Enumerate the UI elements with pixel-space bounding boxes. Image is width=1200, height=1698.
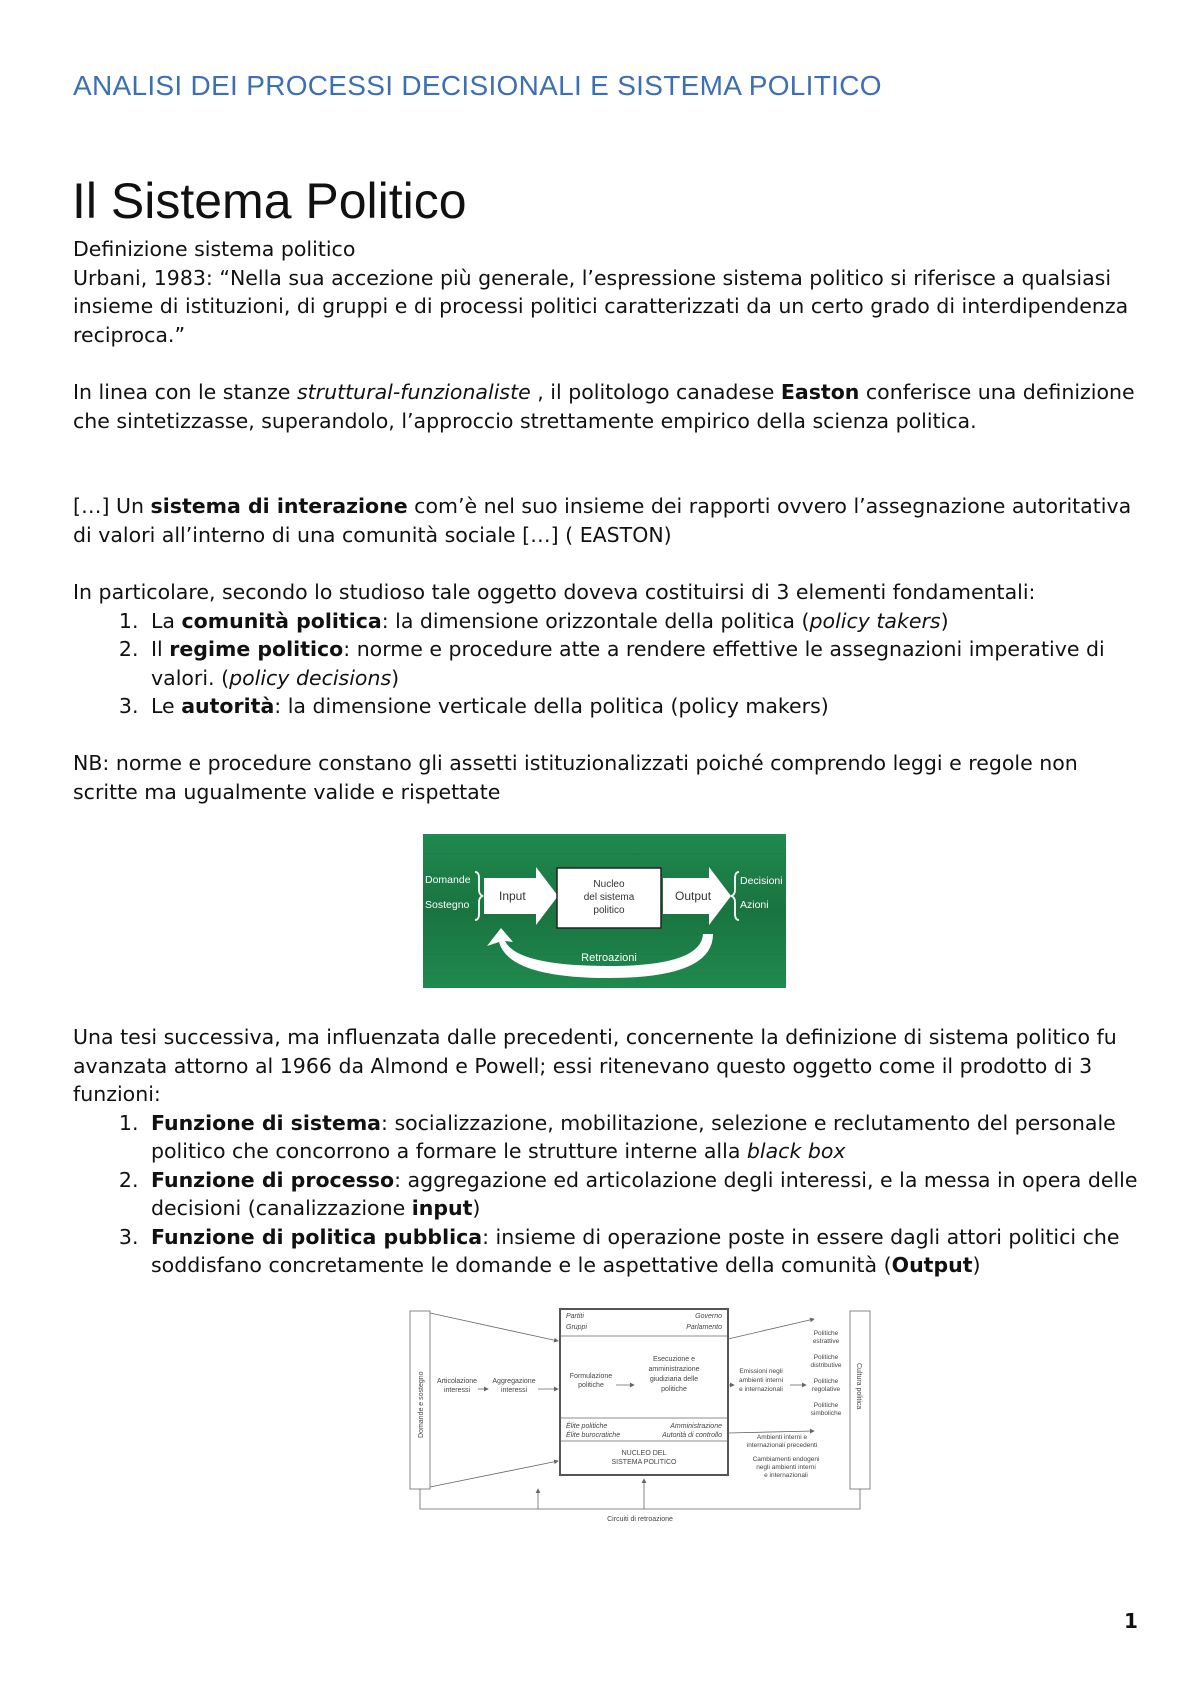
cambiamenti-label-3: e internazionali — [764, 1472, 808, 1479]
right-vertical-label: Cultura politica — [855, 1363, 862, 1410]
almond-functions-list — [73, 1109, 1148, 1280]
circuiti-label: Circuiti di retroazione — [607, 1516, 673, 1523]
page-number: 1 — [1124, 1609, 1138, 1633]
almond-intro: Una tesi successiva, ma influenzata dalle precedenti, concernente la definizione di sistema politico fu avanzata attorno al 1966 da Almond e Powell; essi ritenevano questo oggetto come il prodotto di 3 funzioni: — [73, 1025, 1117, 1106]
cambiamenti-label-2: negli ambienti interni — [756, 1464, 816, 1471]
esecuzione-label-1: Esecuzione e — [652, 1356, 696, 1363]
esecuzione-label-4: politiche — [661, 1386, 687, 1393]
list-item: 2. Il regime politico: norme e procedure atte a rendere effettive le assegnazioni imperative di valori. (policy decisions) — [145, 635, 1148, 692]
left-vertical-label: Domande e sostegno — [418, 1371, 425, 1438]
list-item: 3. Funzione di politica pubblica: insieme di operazione poste in essere dagli attori politici che soddisfano concretamente le domande e le aspettative della comunità (Output) — [145, 1223, 1148, 1280]
output-label: Output — [675, 889, 712, 903]
aggregazione-label-1: Aggregazione — [492, 1378, 536, 1385]
definition-section — [73, 235, 1148, 349]
esecuzione-label-3: giudiziaria delle — [649, 1376, 699, 1383]
azioni-label: Azioni — [740, 899, 769, 911]
list-item: 2. Funzione di processo: aggregazione ed articolazione degli interessi, e la messa in opera delle decisioni (canalizzazione input) — [145, 1166, 1148, 1223]
list-item: 3. Le autorità: la dimensione verticale della politica (policy makers) — [145, 692, 1148, 721]
regolative-label-2: regolative — [811, 1386, 841, 1393]
autorita-label: Autorità di controllo — [662, 1432, 722, 1439]
elite-burocratiche-label: Élite burocratiche — [566, 1432, 621, 1439]
cambiamenti-label-1: Cambiamenti endogeni — [752, 1456, 820, 1463]
articolazione-label-2: interessi — [443, 1387, 471, 1394]
regolative-label-1: Politiche — [813, 1378, 839, 1385]
nucleo-label-1: NUCLEO DEL — [621, 1450, 667, 1457]
gruppi-label: Gruppi — [566, 1324, 588, 1331]
almond-section — [73, 1023, 1148, 1280]
distributive-label-1: Politiche — [813, 1354, 839, 1361]
parlamento-label: Parlamento — [686, 1324, 722, 1331]
definition-heading: Definizione sistema politico — [73, 237, 356, 261]
nb-section — [73, 749, 1148, 806]
elite-politiche-label: Élite politiche — [566, 1423, 608, 1430]
distributive-label-2: distributive — [810, 1362, 842, 1369]
urbani-quote: Urbani, 1983: “Nella sua accezione più generale, l’espressione sistema politico si riferisce a qualsiasi insieme di istituzioni, di gruppi e di processi politici caratterizzati da un certo grado di interdipendenza reciproca.” — [73, 265, 1129, 347]
simboliche-label-1: Politiche — [813, 1402, 839, 1409]
input-label: Input — [499, 889, 526, 903]
domande-label: Domande — [425, 874, 471, 886]
retroazioni-label: Retroazioni — [581, 952, 637, 964]
interaction-section — [73, 492, 1148, 549]
esecuzione-label-2: amministrazione — [648, 1366, 700, 1373]
easton-section — [73, 378, 1148, 435]
decisioni-label: Decisioni — [740, 875, 783, 887]
list-item: 1. Funzione di sistema: socializzazione, mobilitazione, selezione e reclutamento del personale politico che concorrono a formare le strutture interne alla black box — [145, 1109, 1148, 1166]
simboliche-label-2: simboliche — [810, 1410, 842, 1417]
almond-powell-diagram — [408, 1303, 872, 1525]
sostegno-label: Sostegno — [425, 899, 470, 911]
estrattive-label-2: estrattive — [812, 1338, 840, 1345]
interaction-paragraph: […] Un sistema di interazione com’è nel suo insieme dei rapporti ovvero l’assegnazione autoritativa di valori all’interno di una comunità sociale […] ( EASTON) — [73, 494, 1132, 547]
ambienti-label-2: internazionali precedenti — [746, 1442, 818, 1449]
list-item: 1. La comunità politica: la dimensione orizzontale della politica (policy takers) — [145, 607, 1148, 636]
document-header: ANALISI DEI PROCESSI DECISIONALI E SISTEMA POLITICO — [73, 70, 882, 101]
articolazione-label-1: Articolazione — [436, 1378, 478, 1385]
nb-note: NB: norme e procedure constano gli assetti istituzionalizzati poiché comprendo leggi e regole non scritte ma ugualmente valide e rispettate — [73, 751, 1078, 804]
elements-intro: In particolare, secondo lo studioso tale oggetto doveva costituirsi di 3 elementi fondamentali: — [73, 580, 1036, 604]
emissioni-label-2: ambienti interni — [738, 1377, 784, 1384]
emissioni-label-1: Emissioni negli — [739, 1368, 783, 1375]
easton-elements-list — [73, 607, 1148, 721]
easton-paragraph: In linea con le stanze struttural-funzionaliste , il politologo canadese Easton conferisce una definizione che sintetizzasse, superandolo, l’approccio strettamente empirico della scienza politica. — [73, 380, 1135, 433]
formulazione-label-2: politiche — [578, 1382, 604, 1389]
aggregazione-label-2: interessi — [500, 1387, 528, 1394]
partiti-label: Partiti — [566, 1313, 584, 1320]
easton-system-diagram — [423, 834, 786, 988]
ambienti-label-1: Ambienti interni e — [756, 1434, 808, 1441]
elements-section — [73, 578, 1148, 721]
nucleo-label-2: SISTEMA POLITICO — [611, 1459, 677, 1466]
nucleo-label-1: Nucleo — [593, 879, 625, 890]
emissioni-label-3: e internazionali — [739, 1386, 783, 1393]
formulazione-label-1: Formulazione — [569, 1373, 613, 1380]
estrattive-label-1: Politiche — [813, 1330, 839, 1337]
amministrazione-label: Amministrazione — [670, 1423, 722, 1430]
nucleo-label-3: politico — [593, 905, 625, 916]
nucleo-label-2: del sistema — [583, 892, 635, 903]
page-title: Il Sistema Politico — [72, 173, 467, 229]
governo-label: Governo — [695, 1313, 722, 1320]
